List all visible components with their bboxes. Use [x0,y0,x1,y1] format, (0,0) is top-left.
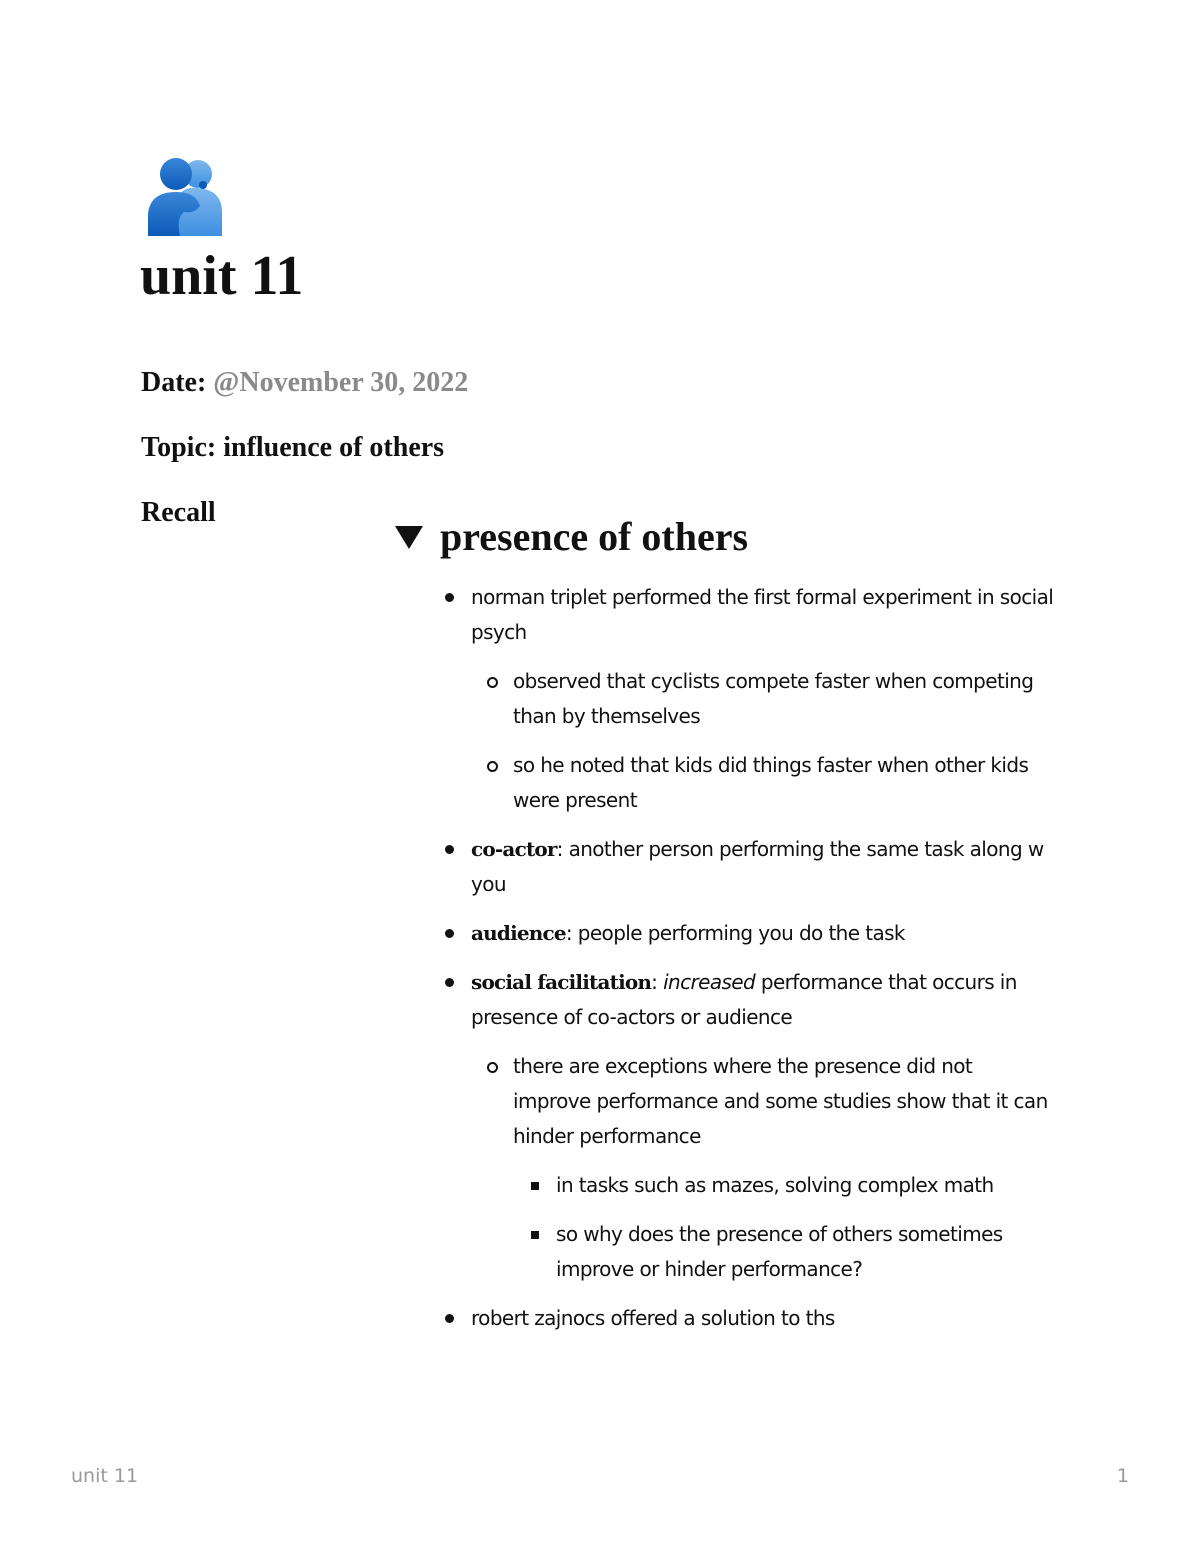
bullet-list [393,580,1073,1336]
topic-label: Topic: [141,432,217,463]
page-number: 1 [1116,1465,1129,1487]
list-item [393,1217,1073,1287]
term: audience [471,921,566,945]
item-body: there are exceptions where the presence did not improve performance and some studies show that it can hinder performance [513,1054,1048,1148]
item-body: in tasks such as mazes, solving complex math [556,1173,994,1197]
term: co-actor [471,837,557,861]
page-title: unit 11 [140,245,304,307]
bullet-dot-icon [445,593,454,602]
list-item [393,832,1073,902]
footer-title: unit 11 [71,1465,139,1487]
bullet-dot-icon [445,929,454,938]
list-item-text [471,916,1061,951]
list-item [393,1168,1073,1203]
bullet-dot-icon [445,978,454,987]
recall-heading: Recall [141,497,216,528]
bullet-dot-icon [445,845,454,854]
people-hugging-icon [146,152,226,236]
bullet-dot-icon [445,1314,454,1323]
list-item-text [513,1049,1053,1154]
date-property [141,366,468,400]
item-body: norman triplet performed the first formal experiment in social psych [471,585,1054,644]
bullet-circle-icon [487,677,498,688]
list-item-text [556,1217,1056,1287]
list-item [393,748,1073,818]
term: social facilitation [471,970,652,994]
item-body: observed that cyclists compete faster when competing than by themselves [513,669,1034,728]
list-item [393,1301,1073,1336]
list-item-text [513,664,1053,734]
item-body: so why does the presence of others sometimes improve or hinder performance? [556,1222,1003,1281]
toggle-header[interactable] [393,512,1073,562]
list-item-text [471,832,1061,902]
list-item [393,1049,1073,1154]
page-icon [146,152,226,236]
list-item-text [471,965,1061,1035]
item-body: so he noted that kids did things faster when other kids were present [513,753,1029,812]
list-item-text [471,580,1061,650]
bullet-square-icon [531,1182,539,1190]
list-item-text [556,1168,1056,1203]
bullet-square-icon [531,1231,539,1239]
separator: : [651,970,664,994]
list-item-text [513,748,1053,818]
toggle-title: presence of others [440,514,749,559]
list-item-text [471,1301,1061,1336]
item-body: : another person performing the same task along w you [471,837,1044,896]
date-mention[interactable]: @November 30, 2022 [213,367,469,398]
emphasis: increased [663,970,756,994]
item-body: robert zajnocs offered a solution to ths [471,1306,835,1330]
topic-value: influence of others [223,432,445,463]
list-item [393,664,1073,734]
list-item [393,580,1073,650]
topic-property [141,431,444,465]
list-item [393,965,1073,1035]
date-label: Date: [141,367,207,398]
item-body: : people performing you do the task [565,921,905,945]
list-item [393,916,1073,951]
toggle-block [393,512,1073,1350]
bullet-circle-icon [487,761,498,772]
bullet-circle-icon [487,1062,498,1073]
triangle-down-icon[interactable] [393,521,425,553]
item-body: performance that occurs in presence of co-actors or audience [471,970,1017,1029]
